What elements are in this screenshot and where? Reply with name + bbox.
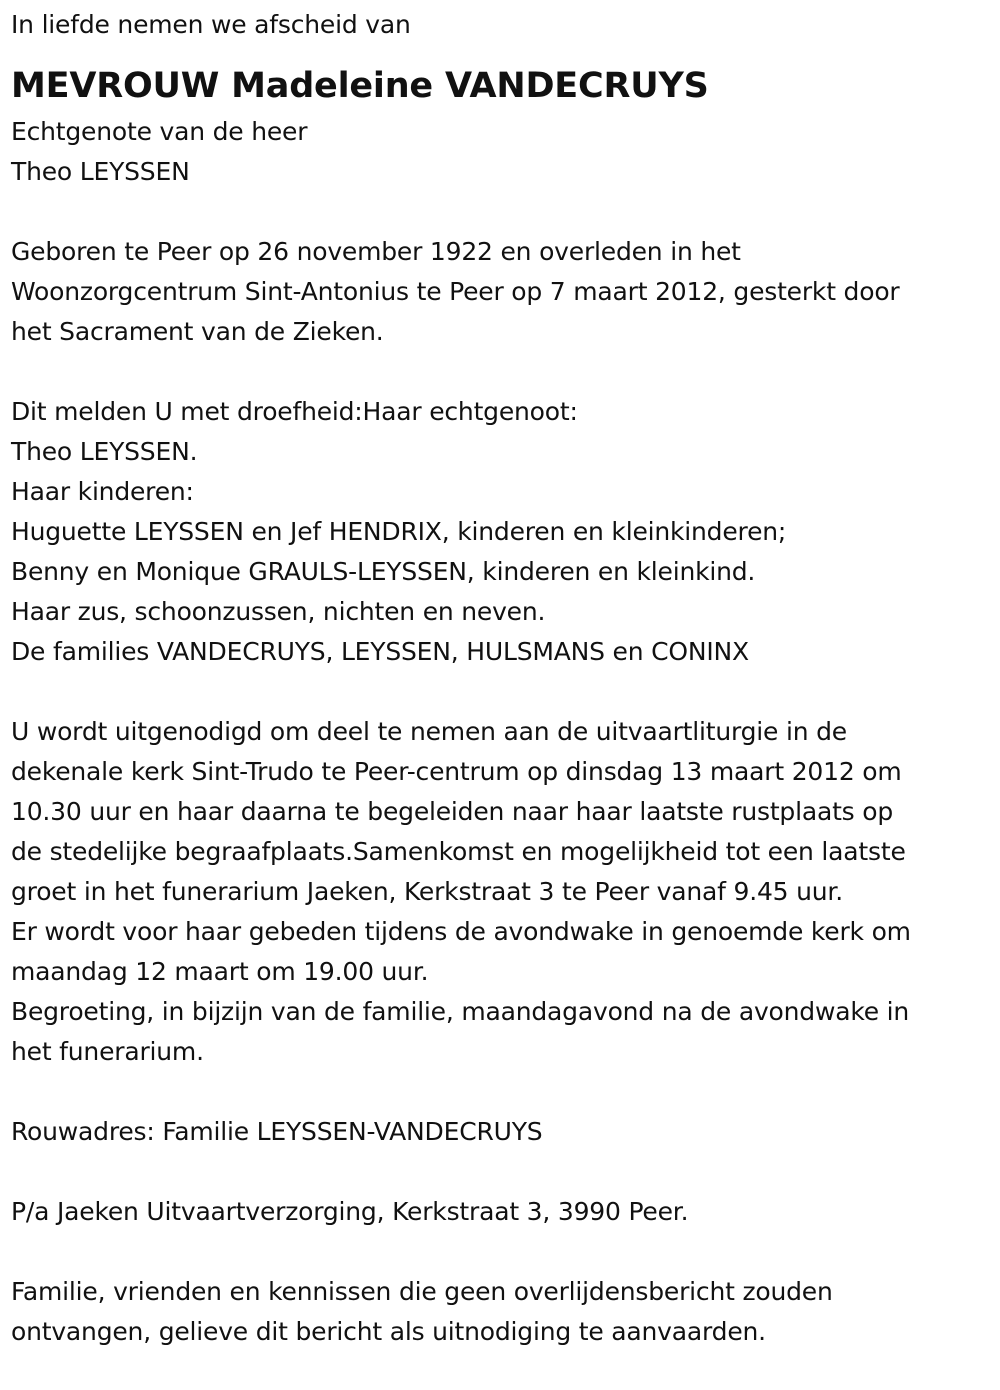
paragraph-gap — [11, 352, 996, 392]
ceremony-line: U wordt uitgenodigd om deel te nemen aan de uitvaartliturgie in de — [11, 717, 847, 746]
intro-text: In liefde nemen we afscheid van — [11, 10, 411, 39]
paragraph-gap — [11, 192, 996, 232]
ceremony-line: Begroeting, in bijzijn van de familie, maandagavond na de avondwake in — [11, 997, 910, 1026]
family-line: Haar zus, schoonzussen, nichten en neven. — [11, 597, 546, 626]
ceremony-line: het funerarium. — [11, 1037, 204, 1066]
paragraph-gap — [11, 1072, 996, 1112]
closing-line: Familie, vrienden en kennissen die geen overlijdensbericht zouden — [11, 1277, 833, 1306]
ceremony-line: 10.30 uur en haar daarna te begeleiden naar haar laatste rustplaats op — [11, 797, 894, 826]
family-line: Huguette LEYSSEN en Jef HENDRIX, kinderen en kleinkinderen; — [11, 517, 787, 546]
deceased-name: MEVROUW Madeleine VANDECRUYS — [11, 66, 709, 106]
birth-death-line: het Sacrament van de Zieken. — [11, 317, 384, 346]
paragraph-gap — [11, 1152, 996, 1192]
care-of-address: P/a Jaeken Uitvaartverzorging, Kerkstraat 3, 3990 Peer. — [11, 1197, 689, 1226]
birth-death-line: Geboren te Peer op 26 november 1922 en overleden in het — [11, 237, 741, 266]
family-line: Dit melden U met droefheid:Haar echtgenoot: — [11, 397, 578, 426]
mourning-address: Rouwadres: Familie LEYSSEN-VANDECRUYS — [11, 1117, 543, 1146]
family-line: De families VANDECRUYS, LEYSSEN, HULSMANS en CONINX — [11, 637, 749, 666]
ceremony-line: de stedelijke begraafplaats.Samenkomst en mogelijkheid tot een laatste — [11, 837, 906, 866]
family-line: Haar kinderen: — [11, 477, 194, 506]
ceremony-line: dekenale kerk Sint-Trudo te Peer-centrum op dinsdag 13 maart 2012 om — [11, 757, 902, 786]
spouse-line: Theo LEYSSEN — [11, 157, 190, 186]
ceremony-line: groet in het funerarium Jaeken, Kerkstraat 3 te Peer vanaf 9.45 uur. — [11, 877, 843, 906]
obituary-document — [11, 0, 996, 1352]
closing-line: ontvangen, gelieve dit bericht als uitnodiging te aanvaarden. — [11, 1317, 766, 1346]
birth-death-line: Woonzorgcentrum Sint-Antonius te Peer op 7 maart 2012, gesterkt door — [11, 277, 900, 306]
paragraph-gap — [11, 1232, 996, 1272]
spouse-line: Echtgenote van de heer — [11, 117, 308, 146]
family-line: Benny en Monique GRAULS-LEYSSEN, kinderen en kleinkind. — [11, 557, 756, 586]
paragraph-gap — [11, 672, 996, 712]
ceremony-line: Er wordt voor haar gebeden tijdens de avondwake in genoemde kerk om — [11, 917, 911, 946]
family-line: Theo LEYSSEN. — [11, 437, 198, 466]
ceremony-line: maandag 12 maart om 19.00 uur. — [11, 957, 429, 986]
